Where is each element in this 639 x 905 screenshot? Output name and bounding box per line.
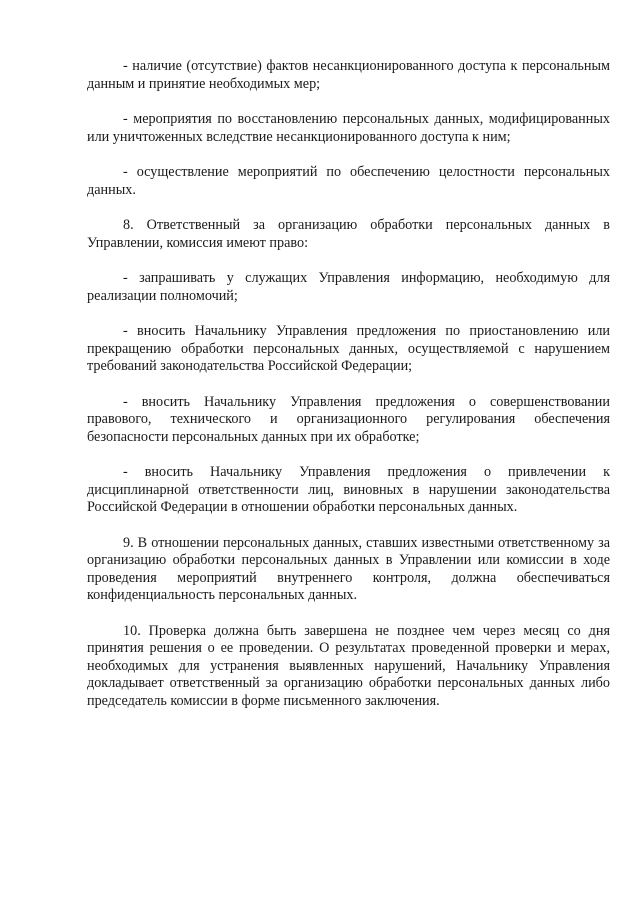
paragraph-item-10: 10. Проверка должна быть завершена не позднее чем через месяц со дня принятия решения о ее проведении. О результатах проведенной проверки и мерах, необходимых для устранения выявленных нарушений, Начальнику Управления докладывает ответственный за организацию обработки персональных данных либо председатель комиссии в форме письменного заключения. bbox=[87, 622, 610, 709]
paragraph-item-9: 9. В отношении персональных данных, ставших известными ответственному за организацию обработки персональных данных в Управлении или комиссии в ходе проведения мероприятий внутреннего контроля, должна обеспечиваться конфиденциальность персональных данных. bbox=[87, 534, 610, 603]
paragraph-unauthorized-access-facts: - наличие (отсутствие) фактов несанкционированного доступа к персональным данным и принятие необходимых мер; bbox=[87, 58, 610, 92]
document-body bbox=[87, 58, 610, 728]
paragraph-data-integrity: - осуществление мероприятий по обеспечению целостности персональных данных. bbox=[87, 164, 610, 198]
paragraph-disciplinary-liability: - вносить Начальнику Управления предложения о привлечении к дисциплинарной ответственности лиц, виновных в нарушении законодательства Российской Федерации в отношении обработки персональных данных. bbox=[87, 464, 610, 515]
paragraph-data-restoration: - мероприятия по восстановлению персональных данных, модифицированных или уничтоженных вследствие несанкционированного доступа к ним; bbox=[87, 111, 610, 145]
paragraph-improve-regulation: - вносить Начальнику Управления предложения о совершенствовании правового, технического и организационного регулирования обеспечения безопасности персональных данных при их обработке; bbox=[87, 393, 610, 445]
paragraph-suspend-processing: - вносить Начальнику Управления предложения по приостановлению или прекращению обработки персональных данных, осуществляемой с нарушением требований законодательства Российской Федерации; bbox=[87, 323, 610, 374]
paragraph-request-information: - запрашивать у служащих Управления информацию, необходимую для реализации полномочий; bbox=[87, 270, 610, 304]
paragraph-item-8: 8. Ответственный за организацию обработки персональных данных в Управлении, комиссия имеют право: bbox=[87, 217, 610, 251]
